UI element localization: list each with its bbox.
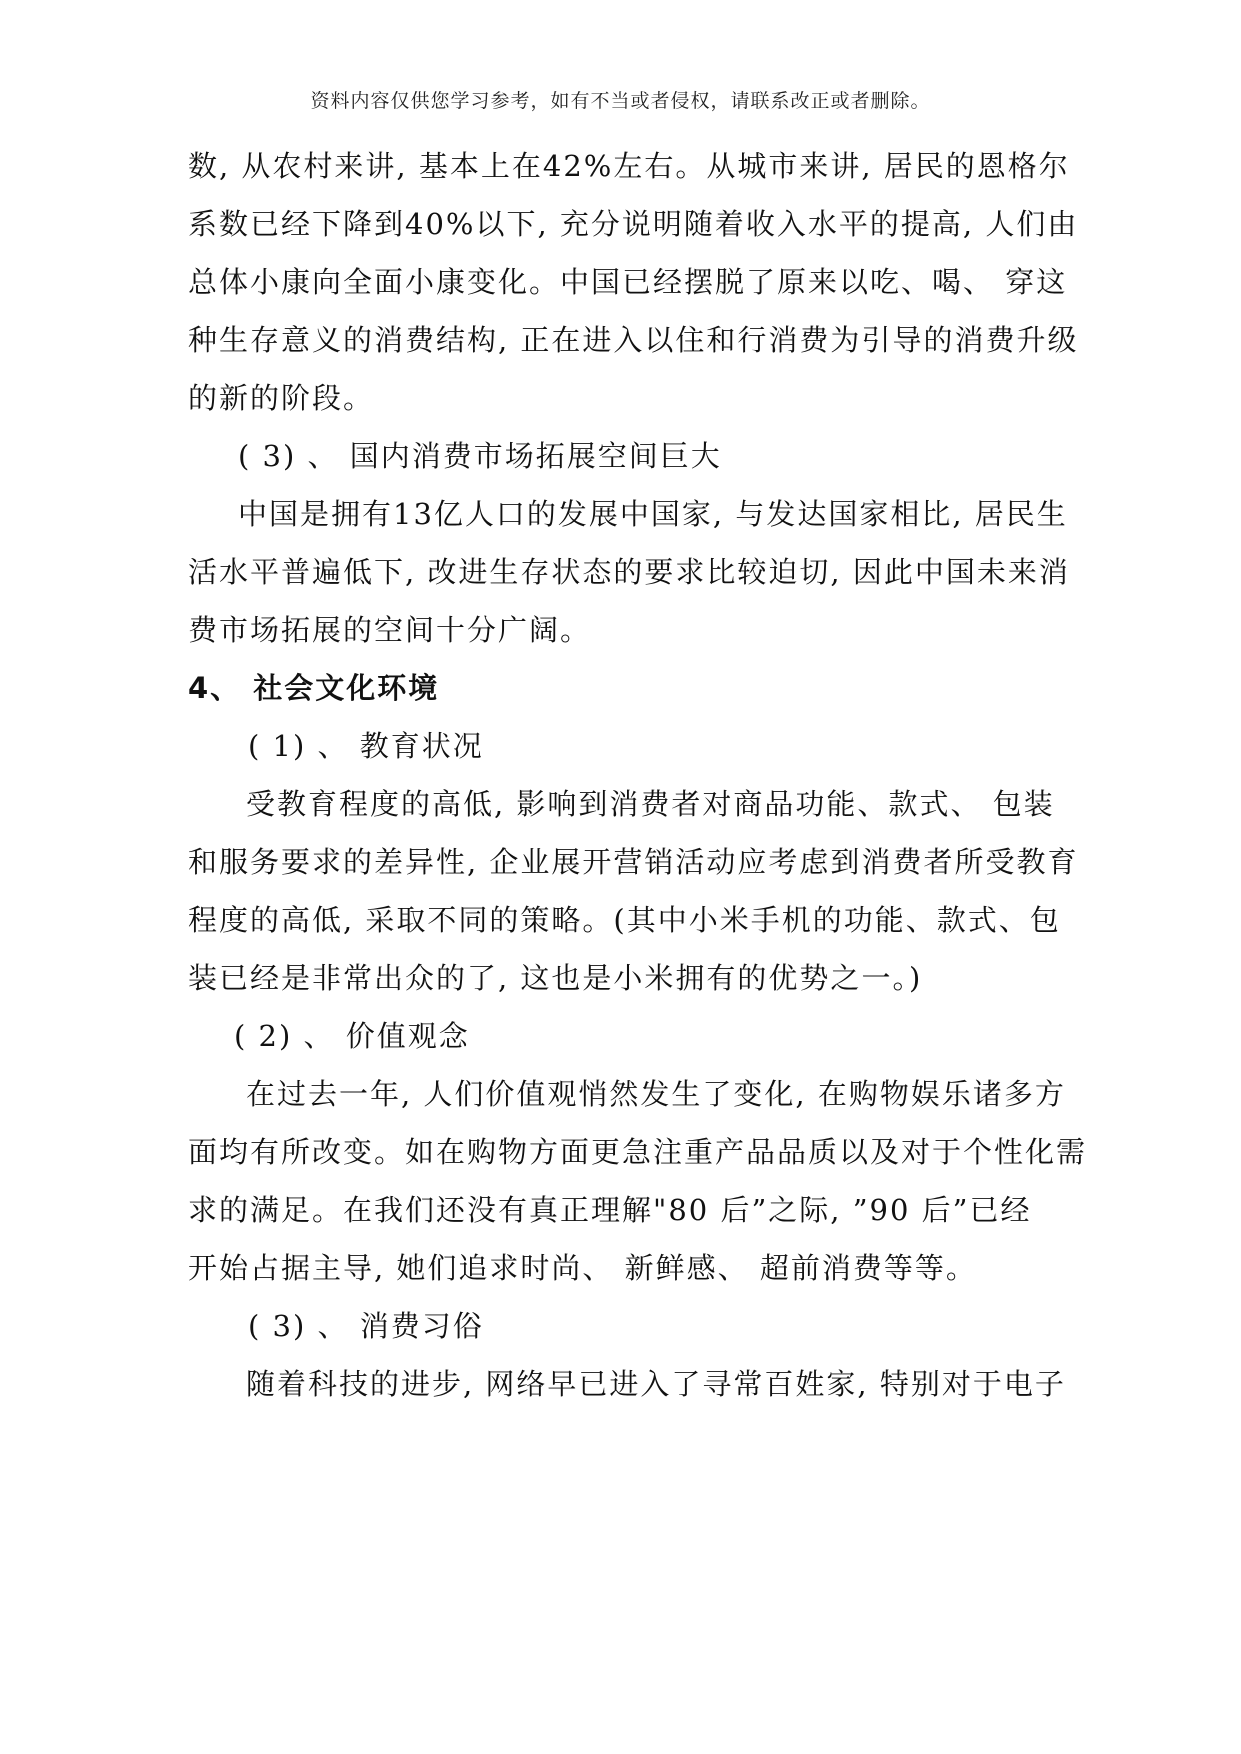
paragraph-line: 求的满足。在我们还没有真正理解"80 后”之际, ”90 后”已经	[188, 1193, 1032, 1227]
section-heading: 4、 社会文化环境	[188, 671, 440, 705]
paragraph-line: 在过去一年, 人们价值观悄然发生了变化, 在购物娱乐诸多方	[246, 1077, 1066, 1111]
paragraph-line: 数, 从农村来讲, 基本上在42%左右。从城市来讲, 居民的恩格尔	[188, 149, 1070, 183]
paragraph-line: 费市场拓展的空间十分广阔。	[188, 613, 592, 647]
paragraph-line: 面均有所改变。如在购物方面更急注重产品品质以及对于个性化需	[188, 1135, 1088, 1169]
subsection-heading: ( 2) 、 价值观念	[234, 1019, 470, 1053]
copyright-notice: 资料内容仅供您学习参考，如有不当或者侵权，请联系改正或者删除。	[310, 90, 931, 112]
paragraph-line: 随着科技的进步, 网络早已进入了寻常百姓家, 特别对于电子	[246, 1367, 1066, 1401]
paragraph-line: 开始占据主导, 她们追求时尚、 新鲜感、 超前消费等等。	[188, 1251, 977, 1285]
subsection-heading: ( 3) 、 消费习俗	[248, 1309, 484, 1343]
paragraph-line: 的新的阶段。	[188, 381, 375, 415]
paragraph-line: 种生存意义的消费结构, 正在进入以住和行消费为引导的消费升级	[188, 323, 1079, 357]
subsection-heading: ( 1) 、 教育状况	[248, 729, 484, 763]
paragraph-line: 总体小康向全面小康变化。中国已经摆脱了原来以吃、喝、 穿这	[188, 265, 1068, 299]
paragraph-line: 活水平普遍低下, 改进生存状态的要求比较迫切, 因此中国未来消	[188, 555, 1070, 589]
paragraph-line: 受教育程度的高低, 影响到消费者对商品功能、款式、 包装	[246, 787, 1055, 821]
subsection-heading: ( 3) 、 国内消费市场拓展空间巨大	[238, 439, 722, 473]
paragraph-line: 系数已经下降到40%以下, 充分说明随着收入水平的提高, 人们由	[188, 207, 1079, 241]
paragraph-line: 和服务要求的差异性, 企业展开营销活动应考虑到消费者所受教育	[188, 845, 1079, 879]
paragraph-line: 装已经是非常出众的了, 这也是小米拥有的优势之一。)	[188, 961, 923, 995]
paragraph-line: 中国是拥有13亿人口的发展中国家, 与发达国家相比, 居民生	[238, 497, 1068, 531]
paragraph-line: 程度的高低, 采取不同的策略。(其中小米手机的功能、款式、包	[188, 903, 1061, 937]
